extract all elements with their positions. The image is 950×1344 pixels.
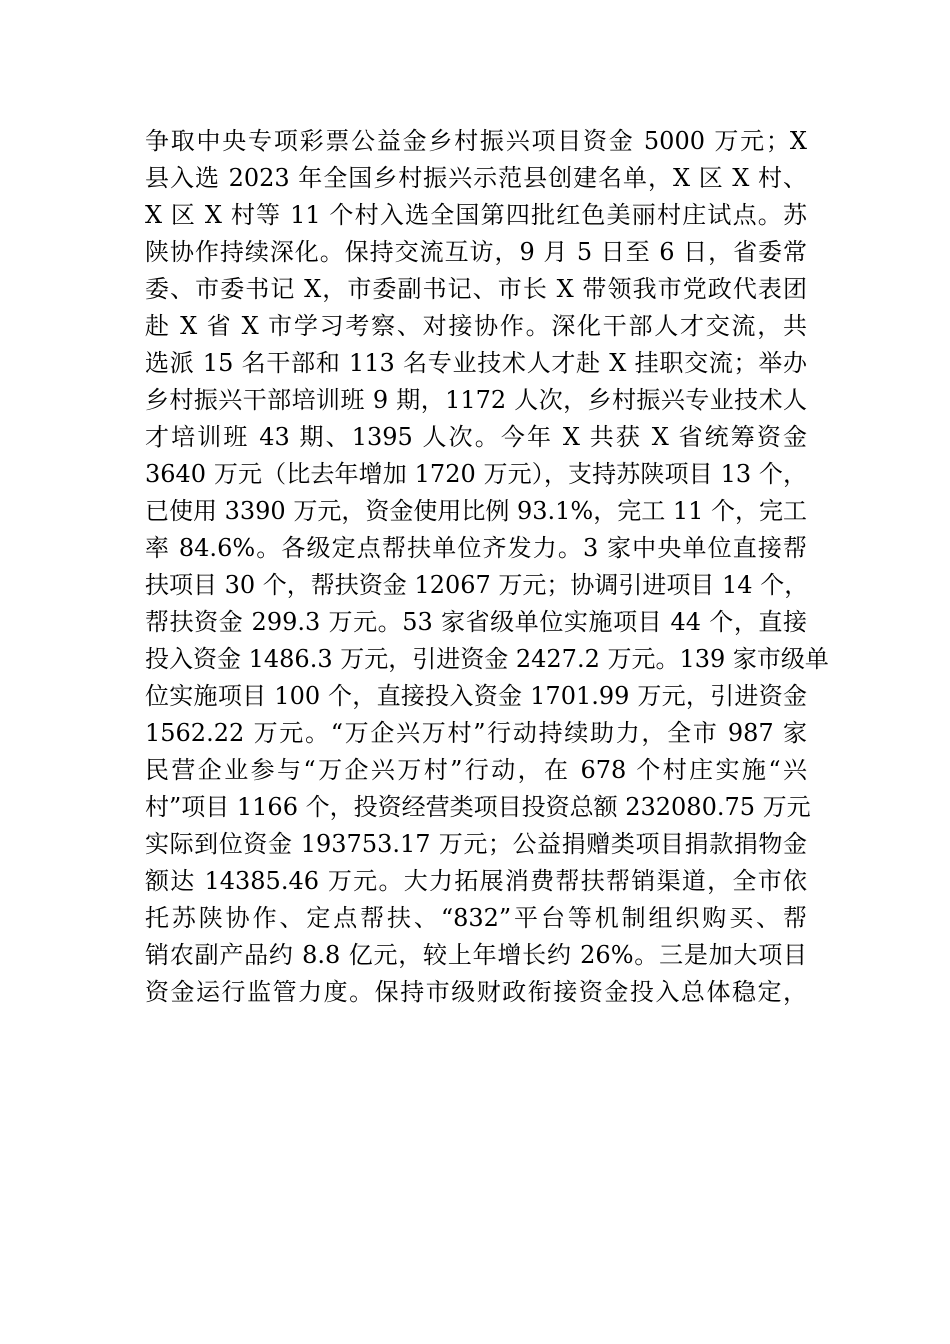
text-line: 额达 14385.46 万元。大力拓展消费帮扶帮销渠道，全市依 <box>145 867 807 895</box>
text-line: 1562.22 万元。“万企兴万村”行动持续助力，全市 987 家 <box>145 719 807 747</box>
text-line: 选派 15 名干部和 113 名专业技术人才赴 X 挂职交流；举办 <box>145 349 807 377</box>
text-line: X 区 X 村等 11 个村入选全国第四批红色美丽村庄试点。苏 <box>145 201 807 229</box>
text-line: 扶项目 30 个，帮扶资金 12067 万元；协调引进项目 14 个， <box>145 571 809 599</box>
text-line: 民营企业参与“万企兴万村”行动，在 678 个村庄实施“兴 <box>145 756 807 784</box>
text-line: 县入选 2023 年全国乡村振兴示范县创建名单，X 区 X 村、 <box>145 164 807 192</box>
text-line: 争取中央专项彩票公益金乡村振兴项目资金 5000 万元；X <box>145 127 807 155</box>
text-line: 位实施项目 100 个，直接投入资金 1701.99 万元，引进资金 <box>145 682 807 710</box>
text-line: 村”项目 1166 个，投资经营类项目投资总额 232080.75 万元 <box>145 793 811 821</box>
text-line: 率 84.6%。各级定点帮扶单位齐发力。3 家中央单位直接帮 <box>145 534 807 562</box>
text-line: 陕协作持续深化。保持交流互访，9 月 5 日至 6 日，省委常 <box>145 238 807 266</box>
body-paragraph <box>145 123 829 1011</box>
text-line: 才培训班 43 期、1395 人次。今年 X 共获 X 省统筹资金 <box>145 423 807 451</box>
text-line: 已使用 3390 万元，资金使用比例 93.1%，完工 11 个，完工 <box>145 497 808 525</box>
text-line: 帮扶资金 299.3 万元。53 家省级单位实施项目 44 个，直接 <box>145 608 807 636</box>
text-line: 乡村振兴干部培训班 9 期，1172 人次，乡村振兴专业技术人 <box>145 386 807 414</box>
text-line: 3640 万元（比去年增加 1720 万元），支持苏陕项目 13 个， <box>145 460 807 488</box>
text-line: 托苏陕协作、定点帮扶、“832”平台等机制组织购买、帮 <box>145 904 807 932</box>
text-line: 赴 X 省 X 市学习考察、对接协作。深化干部人才交流，共 <box>145 312 807 340</box>
text-line: 实际到位资金 193753.17 万元；公益捐赠类项目捐款捐物金 <box>145 830 807 858</box>
text-line: 投入资金 1486.3 万元，引进资金 2427.2 万元。139 家市级单 <box>145 645 829 673</box>
text-line: 委、市委书记 X，市委副书记、市长 X 带领我市党政代表团 <box>145 275 807 303</box>
text-line: 资金运行监管力度。保持市级财政衔接资金投入总体稳定， <box>145 978 807 1006</box>
text-line: 销农副产品约 8.8 亿元，较上年增长约 26%。三是加大项目 <box>145 941 807 969</box>
